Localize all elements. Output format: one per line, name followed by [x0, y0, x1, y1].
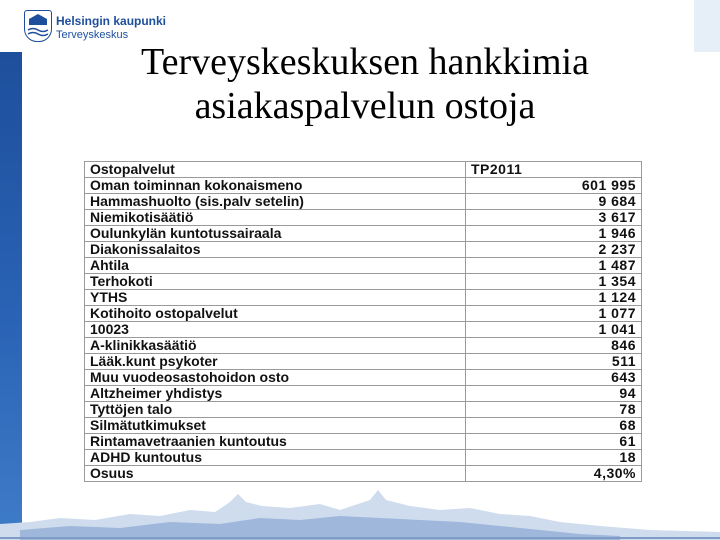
- row-value-cell: 2 237: [466, 242, 642, 258]
- row-name-cell: Kotihoito ostopalvelut: [85, 306, 466, 322]
- left-color-band: [0, 52, 22, 540]
- row-value-cell: 3 617: [466, 210, 642, 226]
- row-name-cell: 10023: [85, 322, 466, 338]
- row-name-cell: A-klinikkasäätiö: [85, 338, 466, 354]
- logo-unit-name: Terveyskeskus: [56, 29, 129, 41]
- helsinki-crest-icon: [24, 10, 52, 42]
- row-name-cell: Diakonissalaitos: [85, 242, 466, 258]
- row-value-cell: 68: [466, 418, 642, 434]
- table-row: [85, 242, 642, 258]
- top-right-accent: [694, 0, 720, 52]
- row-value-cell: 61: [466, 434, 642, 450]
- row-value-cell: 4,30%: [466, 466, 642, 482]
- row-name-cell: YTHS: [85, 290, 466, 306]
- table-row: [85, 418, 642, 434]
- row-name-cell: Oulunkylän kuntotussairaala: [85, 226, 466, 242]
- table-header-row: [85, 162, 642, 178]
- table-row: [85, 450, 642, 466]
- row-value-cell: 601 995: [466, 178, 642, 194]
- table-row: [85, 306, 642, 322]
- table-row: [85, 258, 642, 274]
- table-row: [85, 354, 642, 370]
- row-value-cell: 1 487: [466, 258, 642, 274]
- row-value-cell: 18: [466, 450, 642, 466]
- helsinki-skyline-icon: [0, 480, 720, 540]
- row-name-cell: Altzheimer yhdistys: [85, 386, 466, 402]
- row-value-cell: 1 354: [466, 274, 642, 290]
- row-name-cell: Rintamavetraanien kuntoutus: [85, 434, 466, 450]
- row-value-cell: 1 077: [466, 306, 642, 322]
- row-value-cell: 846: [466, 338, 642, 354]
- row-value-cell: 1 946: [466, 226, 642, 242]
- purchases-table: [84, 161, 642, 481]
- row-value-cell: 1 124: [466, 290, 642, 306]
- table-row: [85, 338, 642, 354]
- row-name-cell: ADHD kuntoutus: [85, 450, 466, 466]
- row-name-cell: Tyttöjen talo: [85, 402, 466, 418]
- header-name-cell: Ostopalvelut: [85, 162, 466, 178]
- table-row: [85, 210, 642, 226]
- slide-title: [40, 40, 690, 128]
- table-row: [85, 226, 642, 242]
- table-row: [85, 402, 642, 418]
- row-value-cell: 511: [466, 354, 642, 370]
- row-value-cell: 1 041: [466, 322, 642, 338]
- row-name-cell: Ahtila: [85, 258, 466, 274]
- table-row: [85, 274, 642, 290]
- table-row: [85, 290, 642, 306]
- header-value-cell: TP2011: [466, 162, 642, 178]
- row-value-cell: 78: [466, 402, 642, 418]
- row-value-cell: 9 684: [466, 194, 642, 210]
- row-name-cell: Terhokoti: [85, 274, 466, 290]
- row-name-cell: Hammashuolto (sis.palv setelin): [85, 194, 466, 210]
- table-row: [85, 178, 642, 194]
- table-row: [85, 322, 642, 338]
- title-line-1: Terveyskeskuksen hankkimia: [141, 41, 589, 83]
- logo-city-name: Helsingin kaupunki: [56, 14, 167, 28]
- row-name-cell: Lääk.kunt psykoter: [85, 354, 466, 370]
- table-row: [85, 434, 642, 450]
- title-line-2: asiakaspalvelun ostoja: [194, 85, 536, 127]
- row-name-cell: Niemikotisäätiö: [85, 210, 466, 226]
- row-name-cell: Silmätutkimukset: [85, 418, 466, 434]
- row-name-cell: Oman toiminnan kokonaismeno: [85, 178, 466, 194]
- helsinki-logo: [24, 10, 184, 44]
- row-value-cell: 94: [466, 386, 642, 402]
- row-name-cell: Osuus: [85, 466, 466, 482]
- table-row: [85, 386, 642, 402]
- table-row: [85, 194, 642, 210]
- table-row: [85, 370, 642, 386]
- row-name-cell: Muu vuodeosastohoidon osto: [85, 370, 466, 386]
- row-value-cell: 643: [466, 370, 642, 386]
